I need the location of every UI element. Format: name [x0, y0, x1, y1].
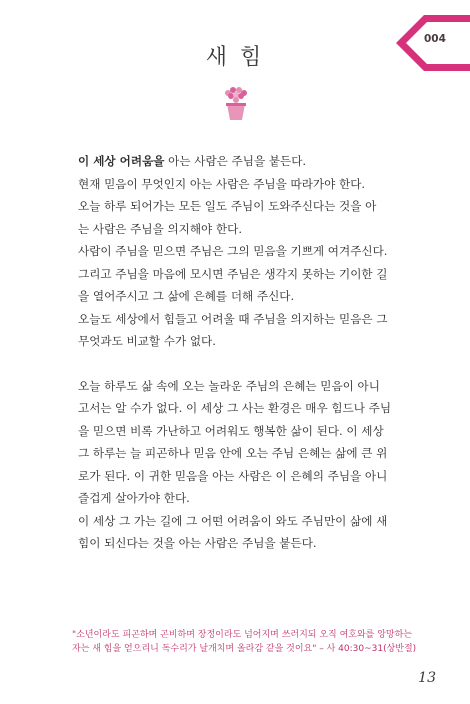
scripture-quote [72, 628, 417, 656]
text-line: 이 세상 그 가는 길에 그 어떤 어려움이 와도 주님만이 삶에 새 [78, 513, 388, 528]
text-line: 을 믿으면 비록 가난하고 어려워도 행복한 삶이 된다. 이 세상 [78, 423, 384, 438]
lead-rest: 아는 사람은 주님을 붙든다. [164, 154, 307, 168]
text-line: 고서는 알 수가 없다. 이 세상 그 사는 환경은 매우 힘드나 주님 [78, 401, 392, 415]
text-line: 즐겁게 살아가야 한다. [78, 491, 190, 505]
text-line: 는 사람은 주님을 의지해야 한다. [78, 221, 243, 236]
text-line: 오늘도 세상에서 힘들고 어려울 때 주님을 의지하는 믿음은 그 [78, 311, 388, 326]
page-number: 13 [418, 670, 436, 686]
quote-line: "소년이라도 피곤하며 곤비하며 장정이라도 넘어지며 쓰러지되 오직 여호와를 앙망하는 [72, 630, 413, 640]
text-line: 로가 된다. 이 귀한 믿음을 아는 사람은 이 은혜의 주님을 아니 [78, 468, 388, 483]
text-line: 오늘 하루 되어가는 모든 일도 주님이 도와주신다는 것을 아 [78, 199, 377, 213]
flower-pot-icon [222, 87, 250, 121]
badge-number: 004 [424, 33, 446, 45]
text-line: 무엇과도 비교할 수가 없다. [78, 334, 216, 348]
text-line: 사람이 주님을 믿으면 주님은 그의 믿음을 기쁘게 여겨주신다. [78, 244, 388, 258]
text-line: 힘이 되신다는 것을 아는 사람은 주님을 붙든다. [78, 536, 317, 550]
quote-line: 자는 새 힘을 얻으리니 독수리가 날개치며 올라감 같을 것이요" – 사 40:30~31(상반절) [72, 644, 417, 654]
page-title: 새 힘 [205, 45, 265, 70]
lead-line [78, 150, 412, 173]
text-line: 현재 믿음이 무엇인지 아는 사람은 주님을 따라가야 한다. [78, 176, 366, 191]
text-line: 그 하루는 늘 피곤하나 믿음 안에 오는 주님 은혜는 삶에 큰 위 [78, 446, 388, 460]
lead-phrase: 이 세상 어려움을 [78, 154, 165, 168]
text-line: 을 열어주시고 그 삶에 은혜를 더해 주신다. [78, 289, 295, 303]
text-line: 그리고 주님을 마음에 모시면 주님은 생각지 못하는 기이한 길 [78, 266, 388, 281]
devotional-text [78, 150, 412, 555]
text-line: 오늘 하루도 삶 속에 오는 놀라운 주님의 은혜는 믿음이 아니 [78, 378, 380, 393]
